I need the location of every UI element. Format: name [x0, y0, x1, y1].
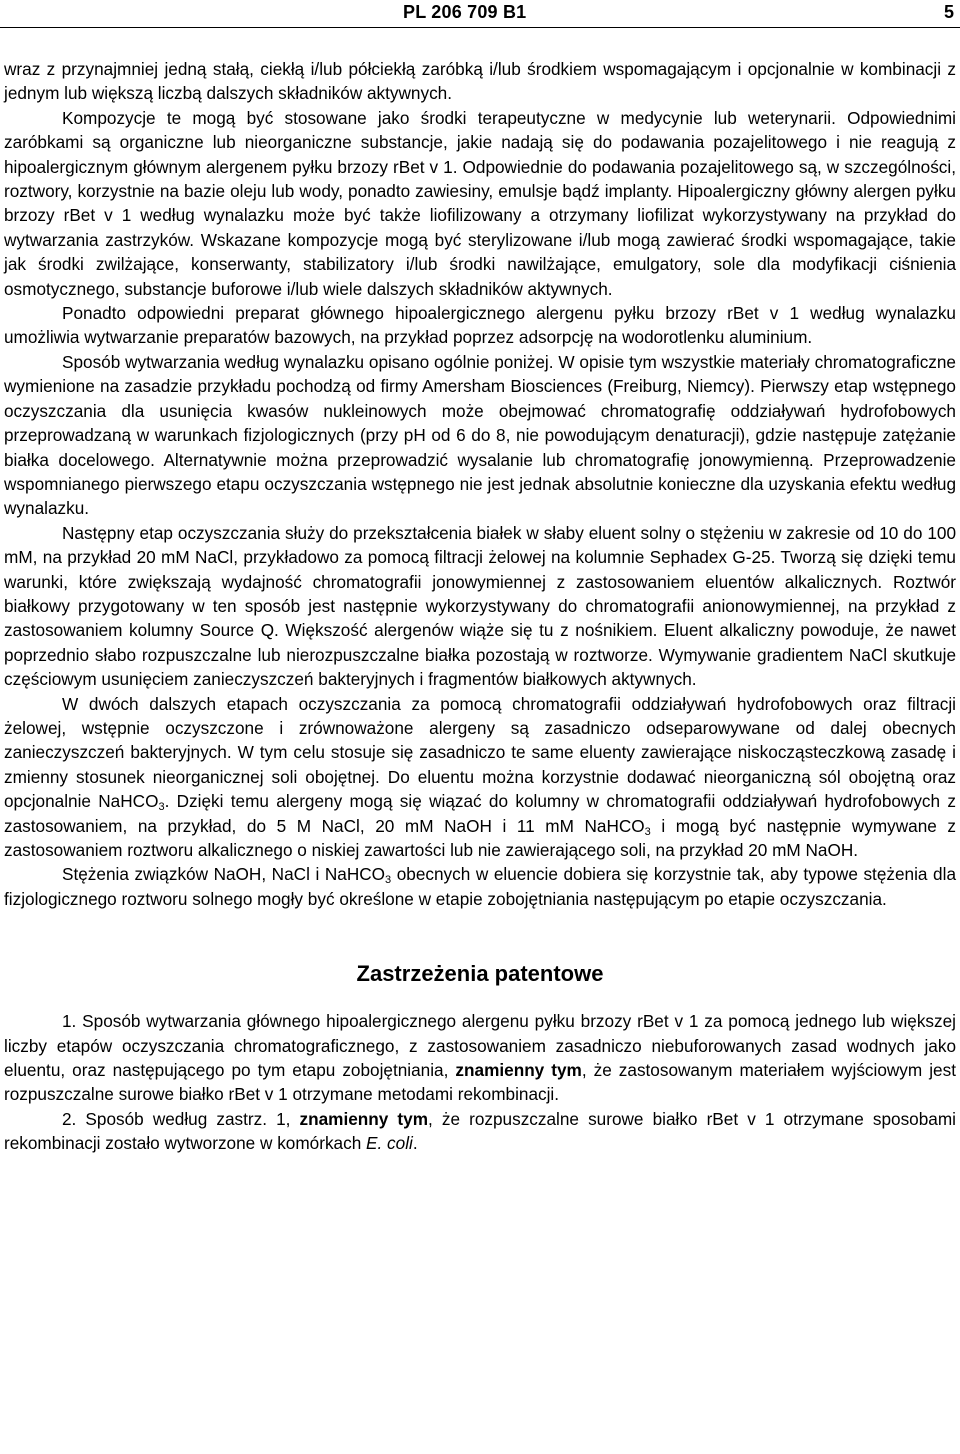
- text-segment: .: [412, 1133, 418, 1154]
- document-body: [4, 57, 956, 1156]
- claim-2: [4, 1107, 956, 1156]
- paragraph-method-overview: Sposób wytwarzania według wynalazku opisano ogólnie poniżej. W opisie tym wszystkie materiały chromatograficzne wymienione na zasadzie przykładu pochodzą od firmy Amersham Biosciences (Freiburg, Niemcy). Pierwszy etap wstępnego oczyszczania dla usunięcia kwasów nukleinowych może obejmować chromatografię oddziaływań hydrofobowych przeprowadzaną w warunkach fizjologicznych (przy pH od 6 do 8, nie powodującym denaturacji), gdzie następuje zatężanie białka docelowego. Alternatywnie można przeprowadzić wysalanie lub chromatografię jonowymienną. Przeprowadzenie wspomnianego pierwszego etapu oczyszczania wstępnego nie jest jednak absolutnie konieczne dla uzyskania efektu według wynalazku.: [4, 351, 956, 519]
- section-spacer: [4, 911, 956, 961]
- paragraph-continuation: wraz z przynajmniej jedną stałą, ciekłą i/lub półciekłą zaróbką i/lub środkiem wspomagającym i opcjonalnie w kombinacji z jednym lub większą liczbą dalszych składników aktywnych.: [4, 59, 956, 104]
- text-segment: W dwóch dalszych etapach oczyszczania za pomocą chromatografii oddziaływań hydrofobowych oraz filtracji żelowej, wstępnie oczyszczone i zrównoważone alergeny są zasadniczo odseparowywane od dalej obecnych zanieczyszczeń bakteryjnych. W tym celu stosuje się zasadniczo te same eluenty zawierające niskocząsteczkową zasadę i zmienny stosunek nieorganicznej soli obojętnej. Do eluentu można korzystnie dodawać nieorganiczną sól obojętną oraz opcjonalnie NaHCO: [4, 693, 956, 812]
- text-segment: 2. Sposób według zastrz. 1,: [62, 1108, 300, 1129]
- claim-keyword: znamienny tym: [455, 1060, 582, 1081]
- organism-name: E. coli: [366, 1133, 413, 1154]
- text-segment: , że rozpuszczalne surowe białko rBet v 1 otrzymane sposobami rekombinacji zostało wytworzone w komórkach: [4, 1108, 956, 1154]
- paragraph-concentrations: [4, 862, 956, 911]
- text-segment: 1. Sposób wytwarzania głównego hipoalergicznego alergenu pyłku brzozy rBet v 1 za pomocą jednego lub większej liczby etapów oczyszczania chromatograficznego, z zastosowaniem zasadniczo niebuforowanych zasad wodnych jako eluentu, oraz następującego po tym etapu zobojętniania,: [4, 1011, 956, 1081]
- patent-number: PL 206 709 B1: [403, 2, 527, 22]
- subscript: 3: [385, 874, 392, 887]
- subscript: 3: [644, 825, 651, 838]
- text-segment: , że zastosowanym materiałem wyjściowym jest rozpuszczalne surowe białko rBet v 1 otrzymane metodami rekombinacji.: [4, 1060, 956, 1105]
- paragraph-base-preparations: Ponadto odpowiedni preparat głównego hipoalergicznego alergenu pyłku brzozy rBet v 1 według wynalazku umożliwia wytwarzanie preparatów bazowych, na przykład poprzez adsorpcję na wodorotlenku aluminium.: [4, 303, 956, 348]
- section-spacer: [4, 987, 956, 1009]
- page-number: 5: [943, 2, 954, 22]
- paragraph-purification-step: Następny etap oczyszczania służy do przekształcenia białek w słaby eluent solny o stężeniu w zakresie od 10 do 100 mM, na przykład 20 mM NaCl, przykładowo za pomocą filtracji żelowej na kolumnie Sephadex G-25. Tworzą się dzięki temu warunki, które zwiększają wydajność chromatografii jonowymiennej z zastosowaniem eluentów alkalicznych. Roztwór białkowy przygotowany w ten sposób jest następnie wykorzystywany do chromatografii anionowymiennej, na przykład z zastosowaniem kolumny Source Q. Większość alergenów wiąże się tu z nośnikiem. Eluent alkaliczny powoduje, że nawet poprzednio słabo rozpuszczalne lub nierozpuszczalne białka pozostają w roztworze. Wymywanie gradientem NaCl skutkuje częściowym usunięciem zanieczyszczeń bakteryjnych i fragmentów białkowych aktywnych.: [4, 522, 956, 690]
- text-segment: . Dzięki temu alergeny mogą się wiązać do kolumny w chromatografii oddziaływań hydrofobowych z zastosowaniem, na przykład, do 5 M NaCl, 20 mM NaOH i 11 mM NaHCO: [4, 791, 956, 836]
- subscript: 3: [158, 801, 165, 814]
- claim-1: [4, 1009, 956, 1107]
- page-header: [0, 0, 960, 28]
- header-divider: [0, 27, 960, 28]
- paragraph-compositions: Kompozycje te mogą być stosowane jako środki terapeutyczne w medycynie lub weterynarii. Odpowiednimi zaróbkami są organiczne lub nieorganiczne substancje, jakie nadają się do podawania pozajelitowego i nie reagują z hipoalergicznym głównym alergenem pyłku brzozy rBet v 1. Odpowiednie do podawania pozajelitowego są, w szczególności, roztwory, korzystnie na bazie oleju lub wody, ponadto zawiesiny, emulsje bądź implanty. Hipoalergiczny główny alergen pyłku brzozy rBet v 1 według wynalazku może być także liofilizowany a otrzymany liofilizat wykorzystywany na przykład do wytwarzania zastrzyków. Wskazane kompozycje mogą być sterylizowane i/lub mogą zawierać środki wspomagające, takie jak środki zwilżające, konserwanty, stabilizatory i/lub środki nawilżające, emulgatory, sole dla modyfikacji ciśnienia osmotycznego, substancje buforowe i/lub wiele dalszych składników aktywnych.: [4, 107, 956, 299]
- claim-keyword: znamienny tym: [299, 1108, 428, 1129]
- claims-heading: Zastrzeżenia patentowe: [356, 961, 604, 987]
- text-segment: Stężenia związków NaOH, NaCl i NaHCO: [62, 864, 386, 885]
- text-segment: i mogą być następnie wymywane z zastosowaniem roztworu alkalicznego o niskiej zawartości lub nie zawierającego soli, na przykład 20 mM NaOH.: [4, 815, 957, 860]
- paragraph-further-purification: [4, 692, 956, 863]
- text-segment: obecnych w eluencie dobiera się korzystnie tak, aby typowe stężenia dla fizjologicznego roztworu solnego mogły być określone w etapie zobojętniania następującym po etapie oczyszczania.: [4, 864, 956, 909]
